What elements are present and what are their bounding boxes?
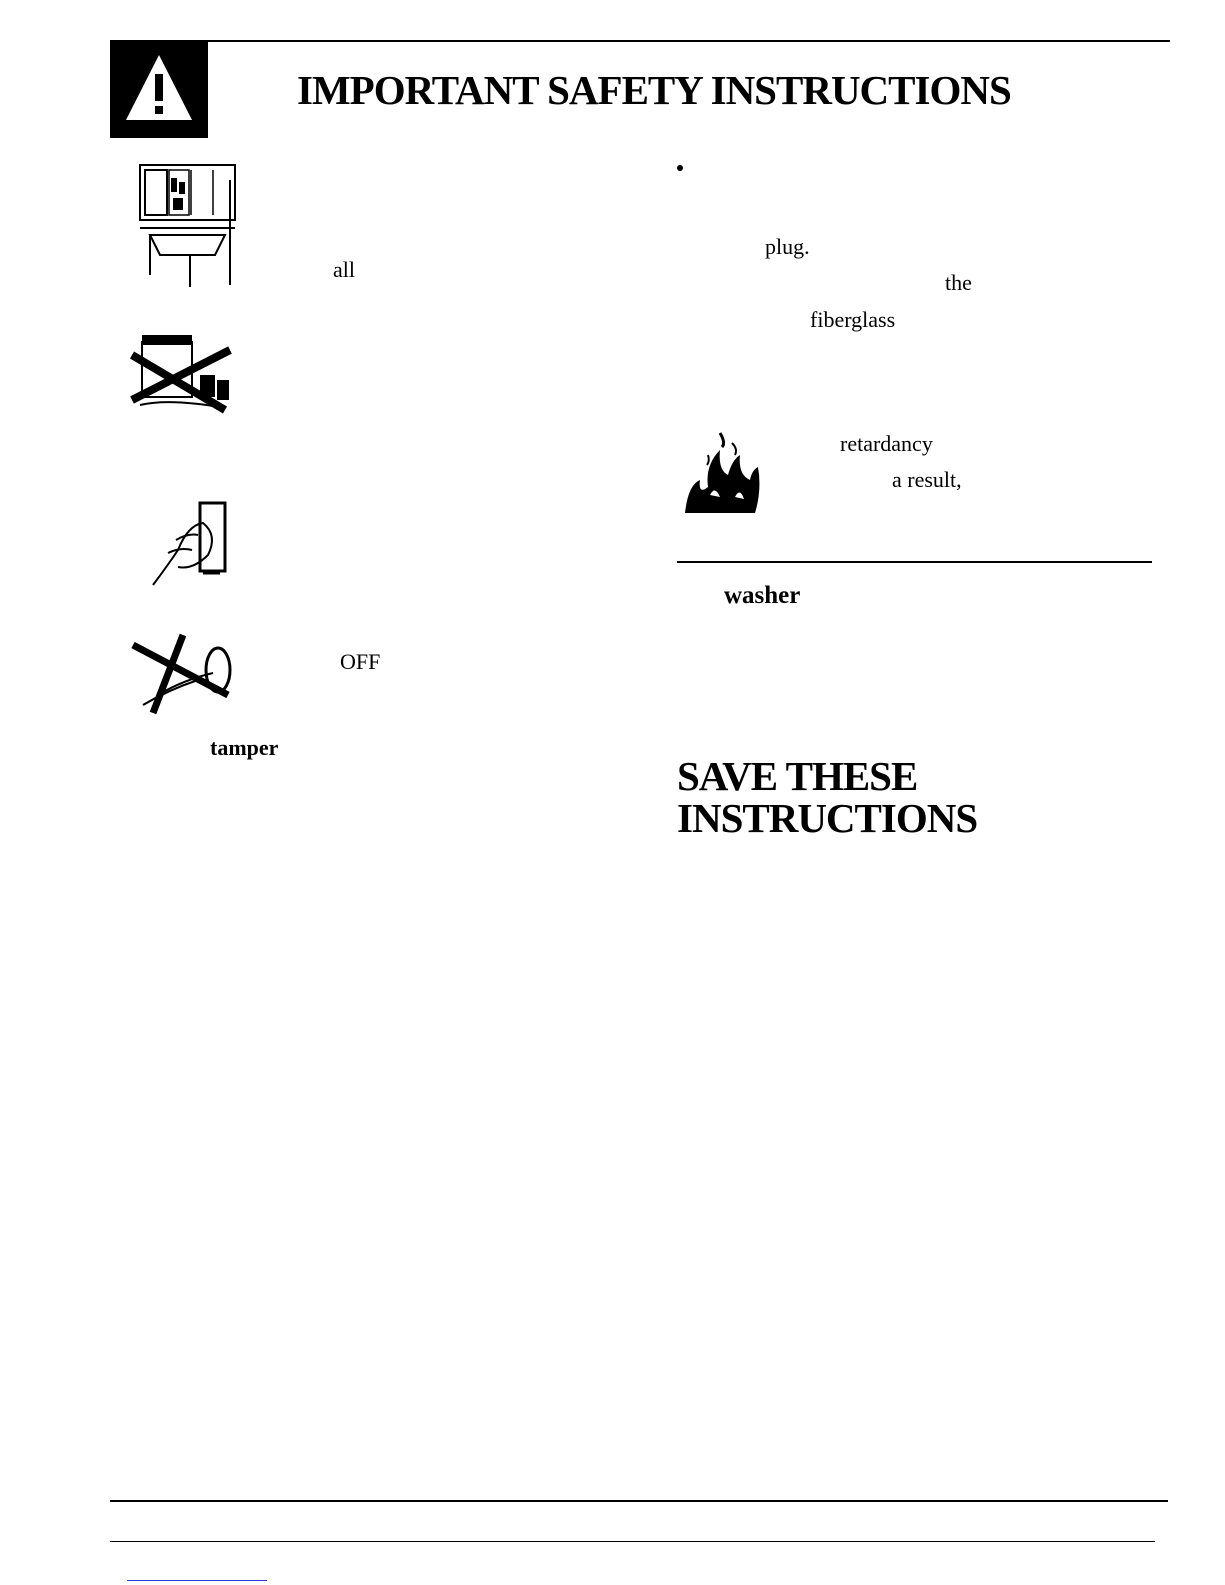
warning-triangle-icon bbox=[110, 40, 208, 138]
fire-icon bbox=[680, 425, 765, 515]
grasp-plug-icon bbox=[148, 495, 233, 590]
footer-rule-top bbox=[110, 1500, 1168, 1502]
no-pull-cord-icon bbox=[128, 635, 238, 715]
text-all: all bbox=[333, 257, 355, 282]
text-tamper: tamper bbox=[210, 735, 279, 760]
text-plug: plug. bbox=[765, 234, 810, 259]
page-title: IMPORTANT SAFETY INSTRUCTIONS bbox=[297, 67, 1011, 113]
no-flammables-near-washer-icon bbox=[130, 330, 235, 415]
cabinet-storage-icon bbox=[135, 160, 240, 290]
save-line-1: SAVE THESE bbox=[677, 753, 918, 799]
save-instructions-heading bbox=[677, 755, 977, 839]
footer-link-underline bbox=[127, 1580, 267, 1581]
footer-rule-bottom bbox=[110, 1541, 1155, 1542]
text-the: the bbox=[945, 270, 972, 295]
text-retardancy: retardancy bbox=[840, 431, 933, 456]
header-rule bbox=[110, 40, 1170, 42]
text-washer: washer bbox=[724, 582, 801, 609]
section-divider bbox=[677, 561, 1152, 563]
text-fiberglass: fiberglass bbox=[810, 307, 896, 332]
bullet-point bbox=[677, 165, 683, 171]
save-line-2: INSTRUCTIONS bbox=[677, 795, 978, 841]
warning-box bbox=[110, 40, 208, 138]
text-off: OFF bbox=[340, 649, 381, 674]
text-a-result: a result, bbox=[892, 467, 962, 492]
